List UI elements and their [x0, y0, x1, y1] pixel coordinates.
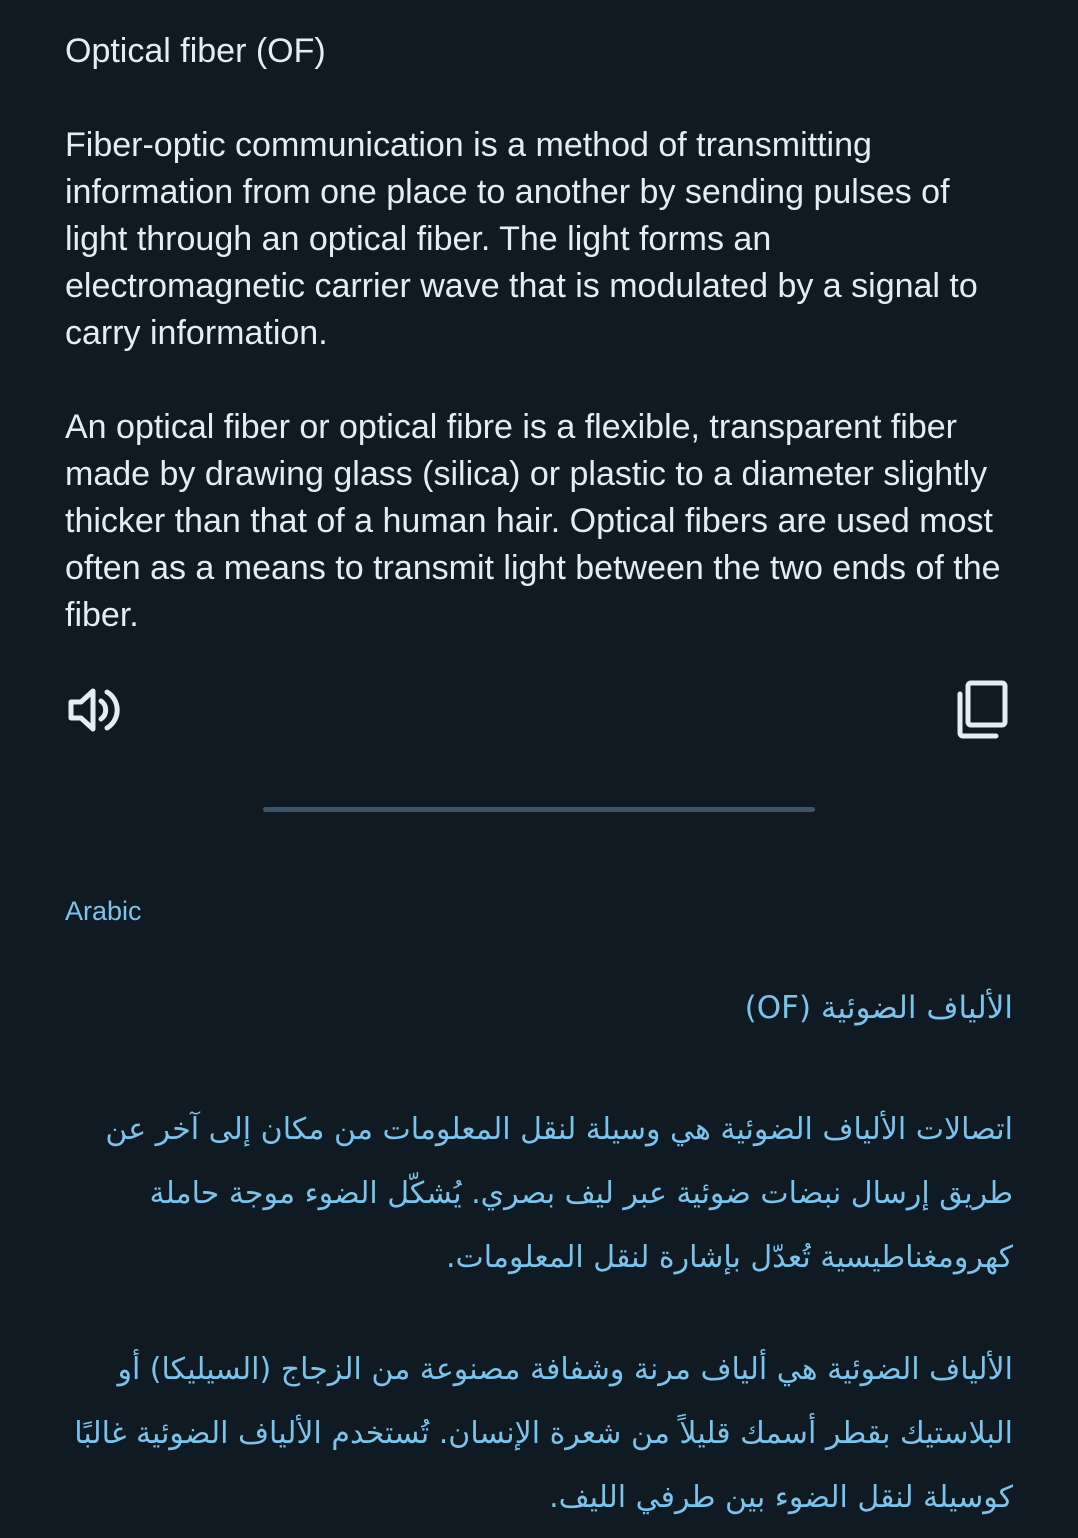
source-text-panel — [65, 28, 1005, 639]
source-paragraph: An optical fiber or optical fibre is a flexible, transparent fiber made by drawing glass (silica) or plastic to a diameter slightly thicker than that of a human hair. Optical fibers are used most often as a means to transmit light between the two ends of the fiber. — [65, 408, 1001, 634]
copy-button[interactable] — [954, 680, 1010, 740]
speaker-icon — [65, 680, 125, 740]
translation-paragraph: اتصالات الألياف الضوئية هي وسيلة لنقل المعلومات من مكان إلى آخر عن طريق إرسال نبضات ضوئية عبر ليف بصري. يُشكّل الضوء موجة حاملة كهرومغناطيسية تُعدّل بإشارة لنقل المعلومات. — [105, 1112, 1013, 1275]
source-paragraph: Fiber-optic communication is a method of transmitting information from one place to another by sending pulses of light through an optical fiber. The light forms an electromagnetic carrier wave that is modulated by a signal to carry information. — [65, 126, 978, 352]
source-title: Optical fiber (OF) — [65, 32, 326, 70]
translation-paragraph: الألياف الضوئية هي ألياف مرنة وشفافة مصنوعة من الزجاج (السيليكا) أو البلاستيك بقطر أسمك قليلاً من شعرة الإنسان. تُستخدم الألياف الضوئية غالبًا كوسيلة لنقل الضوء بين طرفي الليف. — [74, 1352, 1013, 1515]
translation-title: الألياف الضوئية (OF) — [744, 990, 1013, 1026]
section-divider — [263, 807, 815, 812]
listen-button[interactable] — [65, 680, 125, 740]
copy-icon — [954, 680, 1010, 740]
action-bar — [65, 680, 1010, 740]
translation-panel — [65, 980, 1013, 1530]
target-language-label[interactable]: Arabic — [65, 896, 142, 926]
